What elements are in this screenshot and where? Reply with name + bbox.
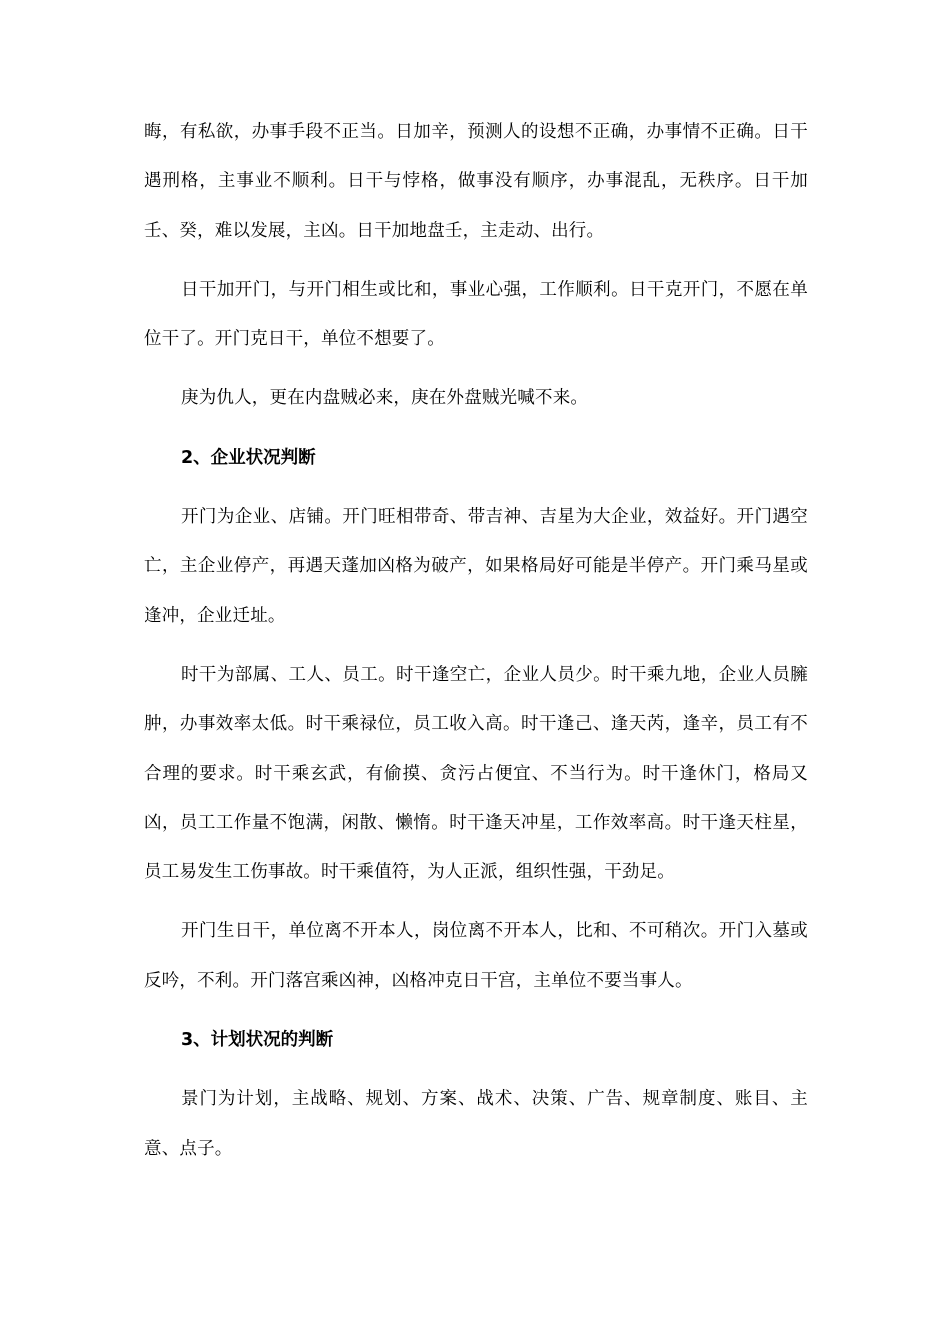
document-body	[144, 108, 808, 1184]
paragraph-open-gate-day-stem: 开门生日干，单位离不开本人，岗位离不开本人，比和、不可稍次。开门入墓或反吟，不利。开门落宫乘凶神，凶格冲克日干宫，主单位不要当事人。	[144, 921, 808, 991]
paragraph-scene-gate-plan: 景门为计划，主战略、规划、方案、战术、决策、广告、规章制度、账目、主意、点子。	[144, 1089, 808, 1159]
section-heading-enterprise: 2、企业状况判断	[181, 447, 316, 468]
paragraph-geng-enemy: 庚为仇人，更在内盘贼必来，庚在外盘贼光喊不来。	[181, 388, 589, 409]
paragraph-hour-stem-staff: 时干为部属、工人、员工。时干逢空亡，企业人员少。时干乘九地，企业人员臃肿，办事效率太低。时干乘禄位，员工收入高。时干逢己、逢天芮，逢辛，员工有不合理的要求。时干乘玄武，有偷摸、贪污占便宜、不当行为。时干逢休门，格局又凶，员工工作量不饱满，闲散、懒惰。时干逢天冲星，工作效率高。时干逢天柱星，员工易发生工伤事故。时干乘值符，为人正派，组织性强，干劲足。	[144, 664, 808, 883]
paragraph-open-gate-enterprise: 开门为企业、店铺。开门旺相带奇、带吉神、吉星为大企业，效益好。开门遇空亡，主企业停产，再遇天蓬加凶格为破产，如果格局好可能是半停产。开门乘马星或逢冲，企业迁址。	[144, 507, 808, 626]
paragraph-day-stem-open-gate: 日干加开门，与开门相生或比和，事业心强，工作顺利。日干克开门，不愿在单位干了。开门克日干，单位不想要了。	[144, 279, 808, 350]
paragraph-continuation: 晦，有私欲，办事手段不正当。日加辛，预测人的设想不正确，办事情不正确。日干遇刑格，主事业不顺利。日干与悖格，做事没有顺序，办事混乱，无秩序。日干加壬、癸，难以发展，主凶。日干加地盘壬，主走动、出行。	[144, 122, 808, 241]
section-heading-plan: 3、计划状况的判断	[181, 1030, 334, 1051]
